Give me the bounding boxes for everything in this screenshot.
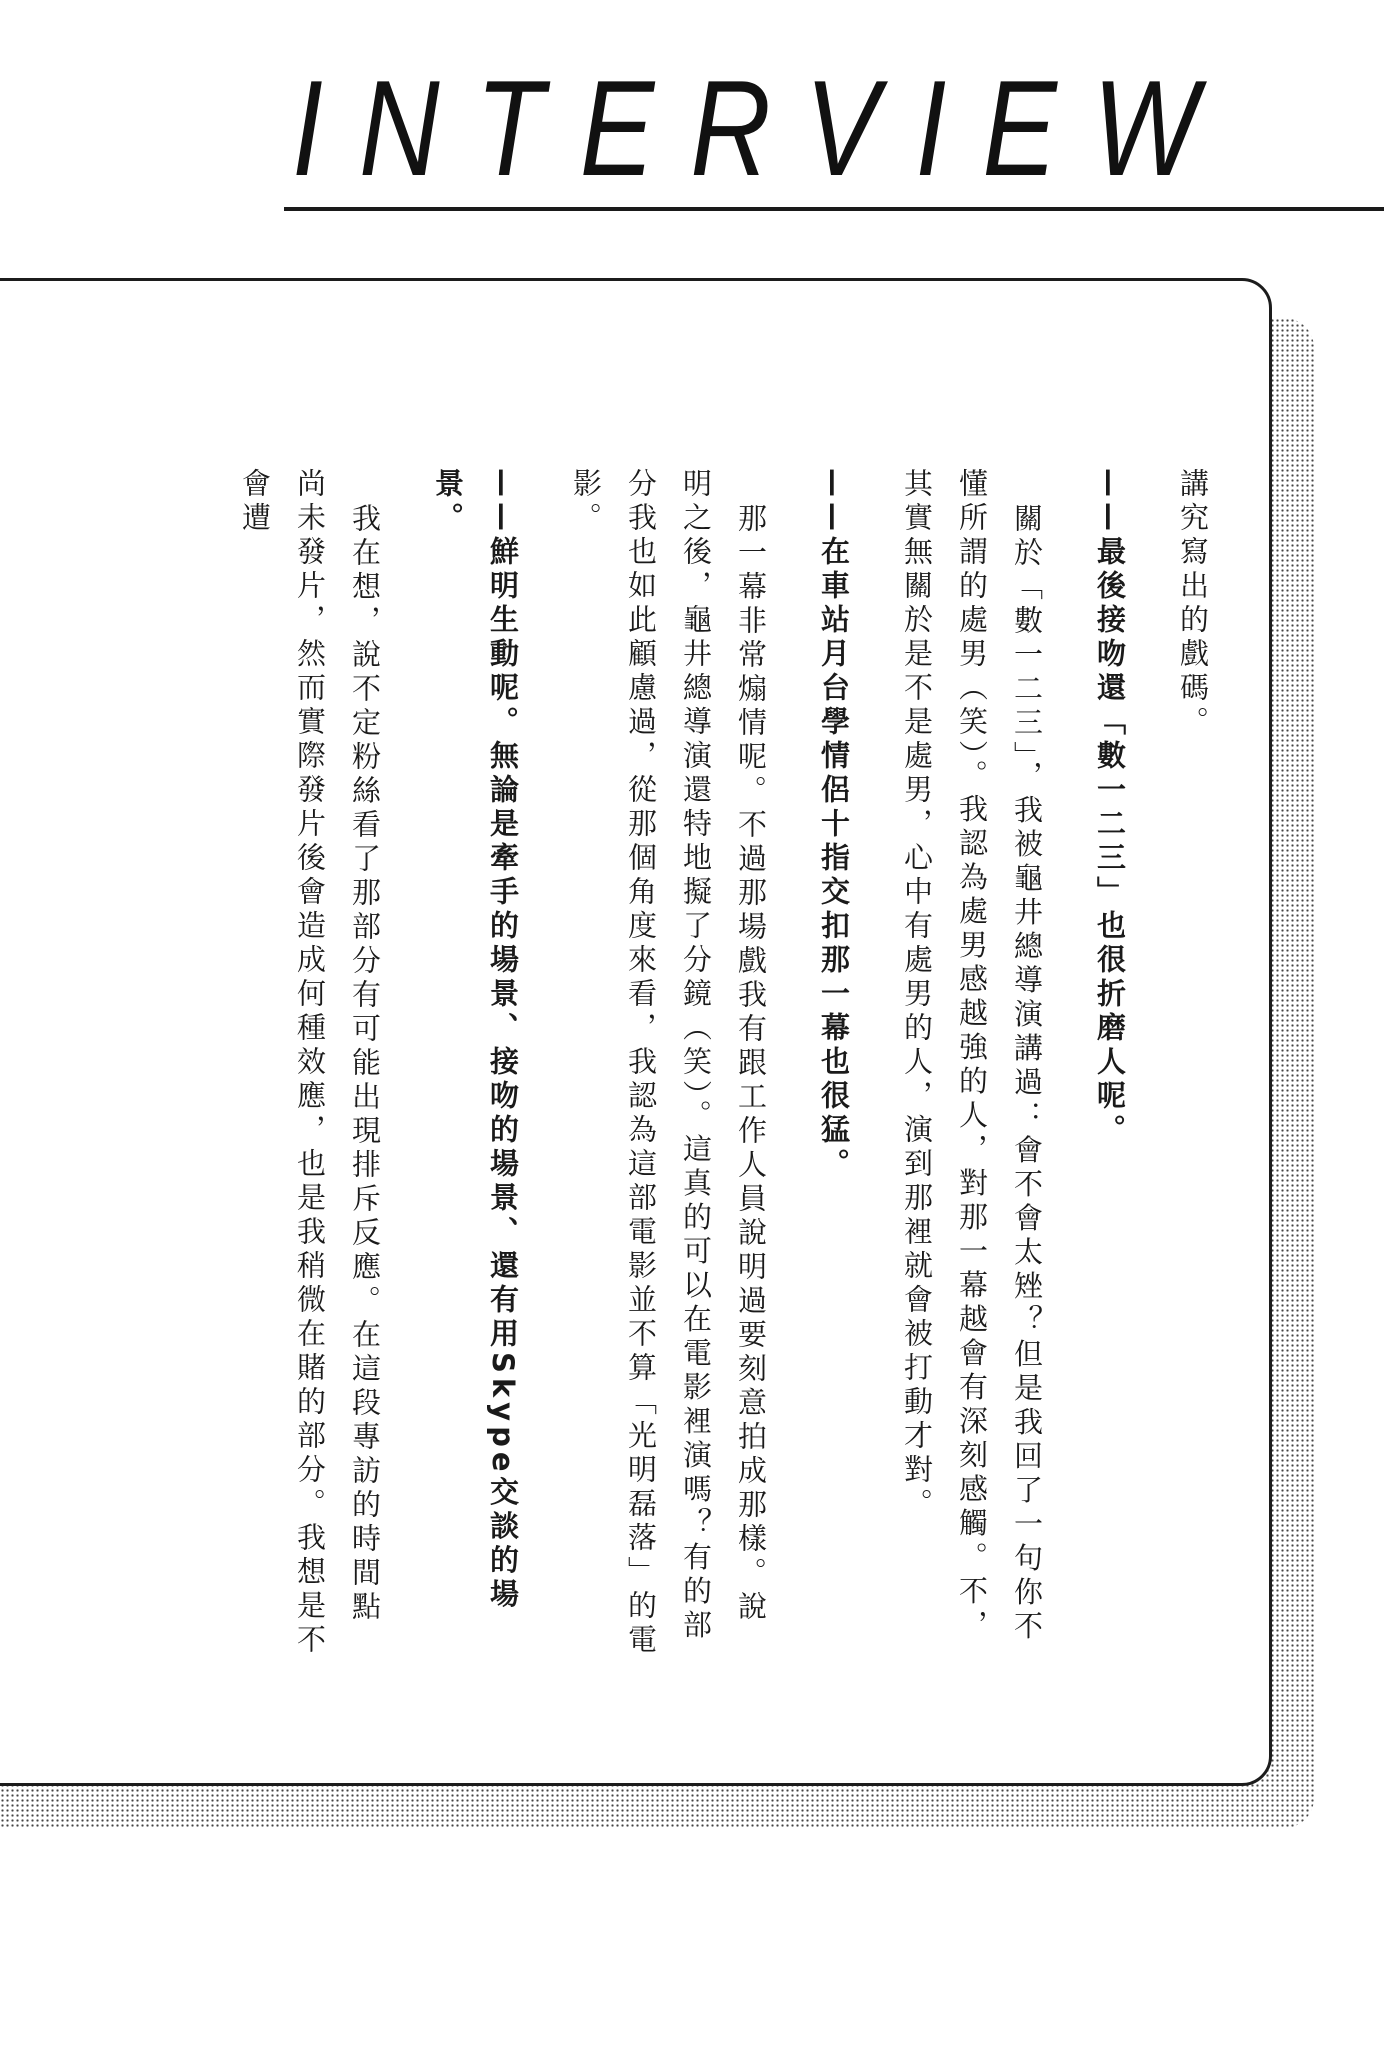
question-heading: ——在車站月台學情侶十指交扣那一幕也很猛。 <box>817 468 851 1182</box>
question-heading: ——鮮明生動呢。無論是牽手的場景、接吻的場景、還有用Skype交談的場景。 <box>431 468 520 1613</box>
answer-paragraph: 講究寫出的戲碼。 <box>1176 468 1210 740</box>
title-underline <box>284 207 1384 211</box>
page-title: INTERVIEW <box>292 52 1235 204</box>
interview-article <box>208 468 1220 1658</box>
answer-paragraph: 那一幕非常煽情呢。不過那場戲我有跟工作人員說明過要刻意拍成那樣。說明之後，龜井總導演還特地擬了分鏡（笑）。這真的可以在電影裡演嗎？有的部分我也如此顧慮過，從那個角度來看，我認為這部電影並不算「光明磊落」的電影。 <box>569 468 768 1658</box>
page-header <box>0 0 1384 230</box>
answer-paragraph: 關於「數一二三」，我被龜井總導演講過：會不會太矬？但是我回了一句你不懂所謂的處男（笑）。我認為處男感越強的人，對那一幕越會有深刻感觸。不，其實無關於是不是處男，心中有處男的人，演到那裡就會被打動才對。 <box>900 468 1044 1645</box>
question-heading: ——最後接吻還「數一二三」也很折磨人呢。 <box>1093 468 1127 1148</box>
answer-paragraph: 我在想，說不定粉絲看了那部分有可能出現排斥反應。在這段專訪的時間點尚未發片，然而實際發片後會造成何種效應，也是我稍微在賭的部分。我想是不會遭 <box>238 468 382 1658</box>
